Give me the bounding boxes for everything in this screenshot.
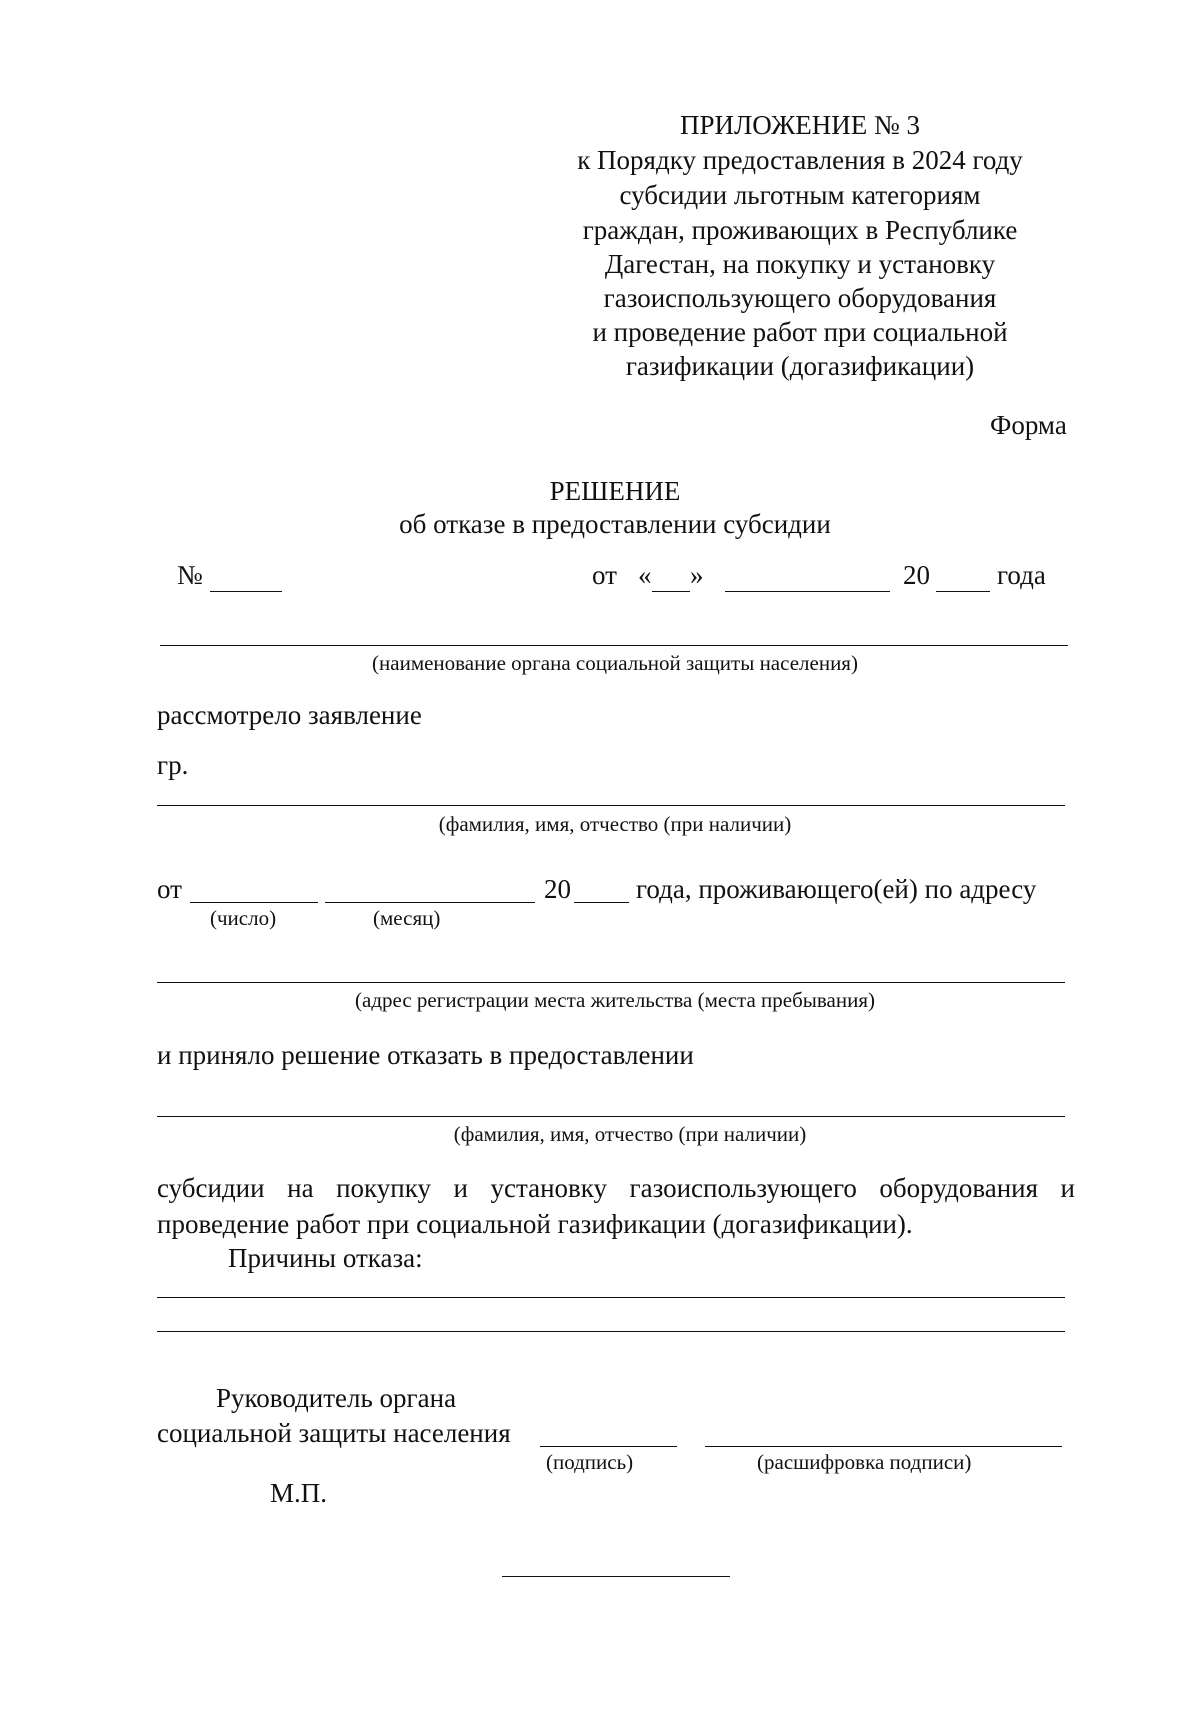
appendix-line-4: Дагестан, на покупку и установку <box>604 249 996 279</box>
organ-name-line[interactable] <box>160 645 1068 646</box>
signature-decode-line[interactable] <box>705 1446 1062 1447</box>
signature-decode-caption: (расшифровка подписи) <box>757 1450 972 1474</box>
month-field-line[interactable] <box>725 591 890 592</box>
signatory-title-line-2: социальной защиты населения <box>157 1418 511 1448</box>
address-line[interactable] <box>157 982 1065 983</box>
form-label: Форма <box>990 410 1067 440</box>
signatory-title-line-1: Руководитель органа <box>216 1383 457 1413</box>
year-prefix: 20 <box>903 560 930 590</box>
application-year-prefix: 20 <box>544 874 571 904</box>
year-field-line[interactable] <box>936 591 990 592</box>
appendix-line-1: к Порядку предоставления в 2024 году <box>577 145 1023 175</box>
document-subtitle: об отказе в предоставлении субсидии <box>399 509 831 539</box>
date-from-label: от <box>592 560 617 590</box>
appendix-line-2: субсидии льготным категориям <box>619 180 981 210</box>
application-month-line[interactable] <box>325 902 535 903</box>
address-caption: (адрес регистрации места жительства (места пребывания) <box>355 988 875 1012</box>
appendix-line-7: газификации (догазификации) <box>625 351 975 381</box>
signature-caption: (подпись) <box>546 1450 634 1474</box>
appendix-line-6: и проведение работ при социальной <box>592 317 1008 347</box>
number-sign: № <box>177 560 203 590</box>
document-title: РЕШЕНИЕ <box>549 476 681 506</box>
day-close-quote: » <box>690 560 704 590</box>
application-date-tail: года, проживающего(ей) по адресу <box>636 874 1037 904</box>
appendix-title: ПРИЛОЖЕНИЕ № 3 <box>679 110 921 140</box>
refused-name-caption: (фамилия, имя, отчество (при наличии) <box>453 1122 807 1146</box>
reasons-line-2[interactable] <box>157 1331 1065 1332</box>
closing-separator <box>502 1576 730 1577</box>
decision-body-line-1: субсидии на покупку и установку газоиспользующего оборудования и <box>157 1173 1075 1203</box>
refused-name-line[interactable] <box>157 1116 1065 1117</box>
citizen-name-line[interactable] <box>157 805 1065 806</box>
considered-text: рассмотрело заявление <box>157 700 422 730</box>
decision-text: и приняло решение отказать в предоставлении <box>157 1040 694 1070</box>
citizen-prefix: гр. <box>157 750 189 780</box>
reasons-label: Причины отказа: <box>228 1243 423 1273</box>
day-open-quote: « <box>638 560 652 590</box>
application-day-line[interactable] <box>190 902 318 903</box>
day-field-line[interactable] <box>652 591 690 592</box>
year-suffix: года <box>997 560 1046 590</box>
decision-body-line-2: проведение работ при социальной газификации (догазификации). <box>157 1209 913 1239</box>
day-caption: (число) <box>210 906 277 930</box>
appendix-line-3: граждан, проживающих в Республике <box>582 215 1018 245</box>
application-from-label: от <box>157 874 182 904</box>
signature-line[interactable] <box>540 1446 677 1447</box>
appendix-line-5: газоиспользующего оборудования <box>603 283 997 313</box>
number-field-line[interactable] <box>210 591 282 592</box>
stamp-placeholder: М.П. <box>270 1478 328 1508</box>
application-year-line[interactable] <box>574 902 629 903</box>
organ-name-caption: (наименование органа социальной защиты населения) <box>372 651 858 675</box>
month-caption: (месяц) <box>373 906 441 930</box>
citizen-name-caption: (фамилия, имя, отчество (при наличии) <box>438 812 792 836</box>
reasons-line-1[interactable] <box>157 1297 1065 1298</box>
